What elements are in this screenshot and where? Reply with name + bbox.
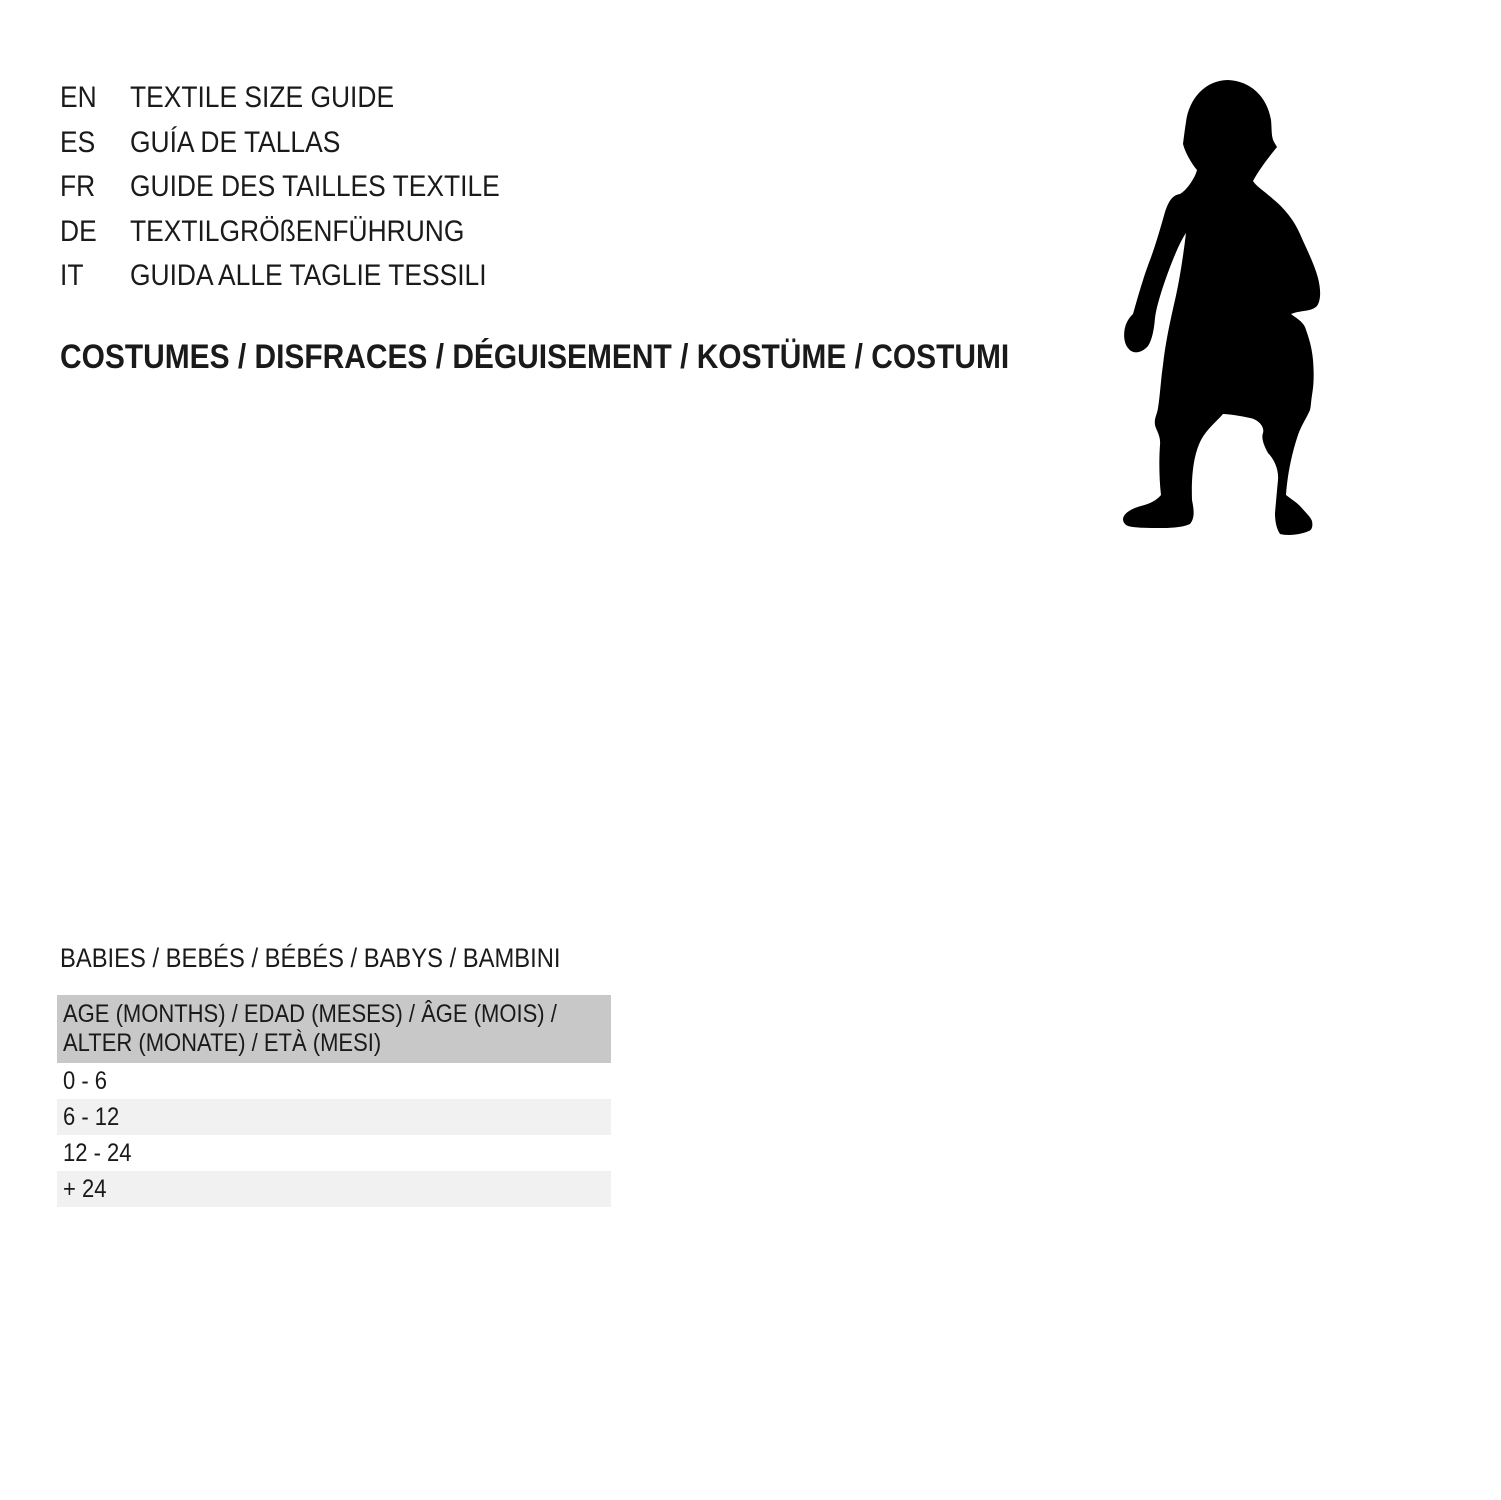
language-row-fr (60, 165, 550, 210)
age-range-value: 0 - 6 (63, 1067, 108, 1095)
language-row-it (60, 254, 550, 299)
language-title: GUIDA ALLE TAGLIE TESSILI (130, 259, 487, 293)
category-title: COSTUMES / DISFRACES / DÉGUISEMENT / KOSTÜME / COSTUMI (60, 338, 1010, 376)
toddler-silhouette-path (1123, 80, 1320, 535)
table-header-line: ALTER (MONATE) / ETÀ (MESI) (63, 1029, 382, 1057)
language-code: ES (60, 125, 96, 159)
language-code: FR (60, 170, 96, 204)
table-header (57, 995, 611, 1063)
table-header-line: AGE (MONTHS) / EDAD (MESES) / ÂGE (MOIS) / (63, 1000, 557, 1028)
language-code: IT (60, 259, 84, 293)
age-range-value: + 24 (63, 1175, 107, 1203)
language-title: TEXTILE SIZE GUIDE (130, 81, 395, 115)
age-range-value: 12 - 24 (63, 1139, 132, 1167)
language-code: EN (60, 81, 97, 115)
language-title: GUÍA DE TALLAS (130, 125, 341, 159)
language-title-list (60, 76, 550, 299)
language-row-en (60, 76, 550, 121)
language-title: GUIDE DES TAILLES TEXTILE (130, 170, 500, 204)
age-range-value: 6 - 12 (63, 1103, 120, 1131)
table-row (57, 1063, 611, 1099)
table-row (57, 1135, 611, 1171)
table-row (57, 1171, 611, 1207)
language-row-de (60, 210, 550, 255)
toddler-silhouette-icon (1119, 78, 1335, 548)
language-row-es (60, 121, 550, 166)
table-section-title: BABIES / BEBÉS / BÉBÉS / BABYS / BAMBINI (60, 943, 561, 973)
table-row (57, 1099, 611, 1135)
language-code: DE (60, 214, 97, 248)
age-size-table (57, 995, 611, 1207)
language-title: TEXTILGRÖßENFÜHRUNG (130, 214, 465, 248)
